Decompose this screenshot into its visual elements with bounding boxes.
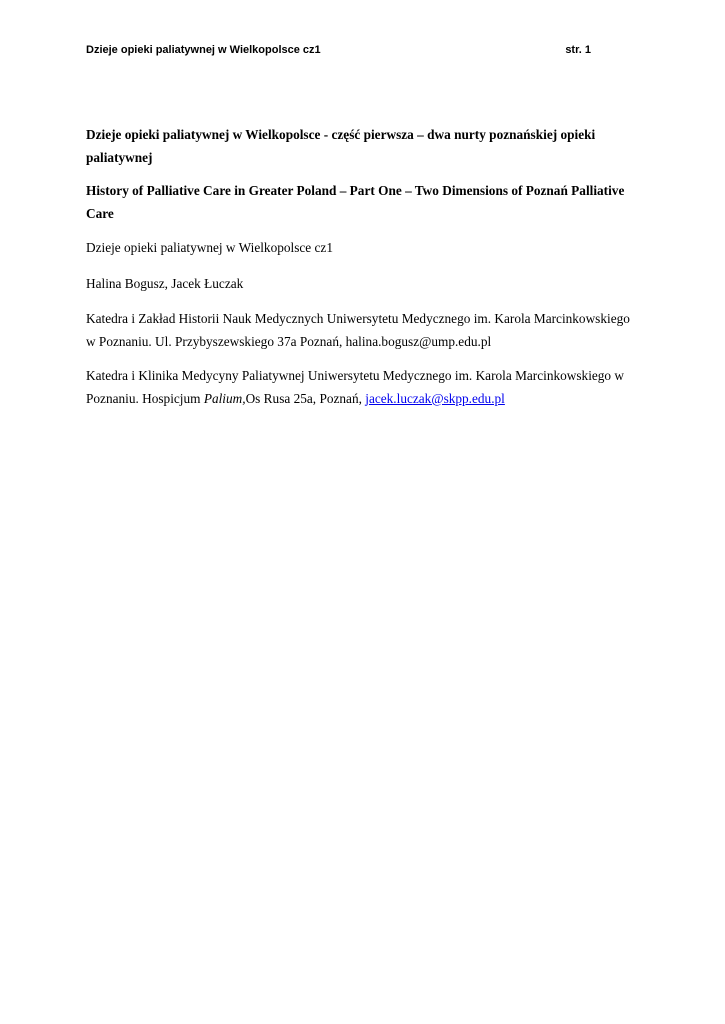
affiliation-2-text-after: Os Rusa 25a, Poznań, <box>245 390 366 406</box>
document-body <box>86 124 642 410</box>
header-page-number: str. 1 <box>565 44 591 56</box>
affiliation-2-italic: Palium, <box>203 390 246 406</box>
authors: Halina Bogusz, Jacek Łuczak <box>86 275 244 291</box>
title-english: History of Palliative Care in Greater Poland – Part One – Two Dimensions of Poznań Palliative Care <box>86 183 625 221</box>
affiliation-1: Katedra i Zakład Historii Nauk Medycznych Uniwersytetu Medycznego im. Karola Marcinkowskiego w Poznaniu. Ul. Przybyszewskiego 37a Poznań, halina.bogusz@ump.edu.pl <box>86 311 630 349</box>
title-polish: Dzieje opieki paliatywnej w Wielkopolsce - część pierwsza – dwa nurty poznańskiej opieki paliatywnej <box>86 127 596 165</box>
header-title: Dzieje opieki paliatywnej w Wielkopolsce cz1 <box>86 44 321 56</box>
affiliation-2 <box>86 365 642 410</box>
email-link[interactable]: jacek.luczak@skpp.edu.pl <box>365 390 505 406</box>
page-header <box>86 44 591 62</box>
subtitle: Dzieje opieki paliatywnej w Wielkopolsce cz1 <box>86 240 333 255</box>
affiliation-2-text-before: Katedra i Klinika Medycyny Paliatywnej Uniwersytetu Medycznego im. Karola Marcinkowskiego w Poznaniu. Hospicjum <box>86 368 625 406</box>
